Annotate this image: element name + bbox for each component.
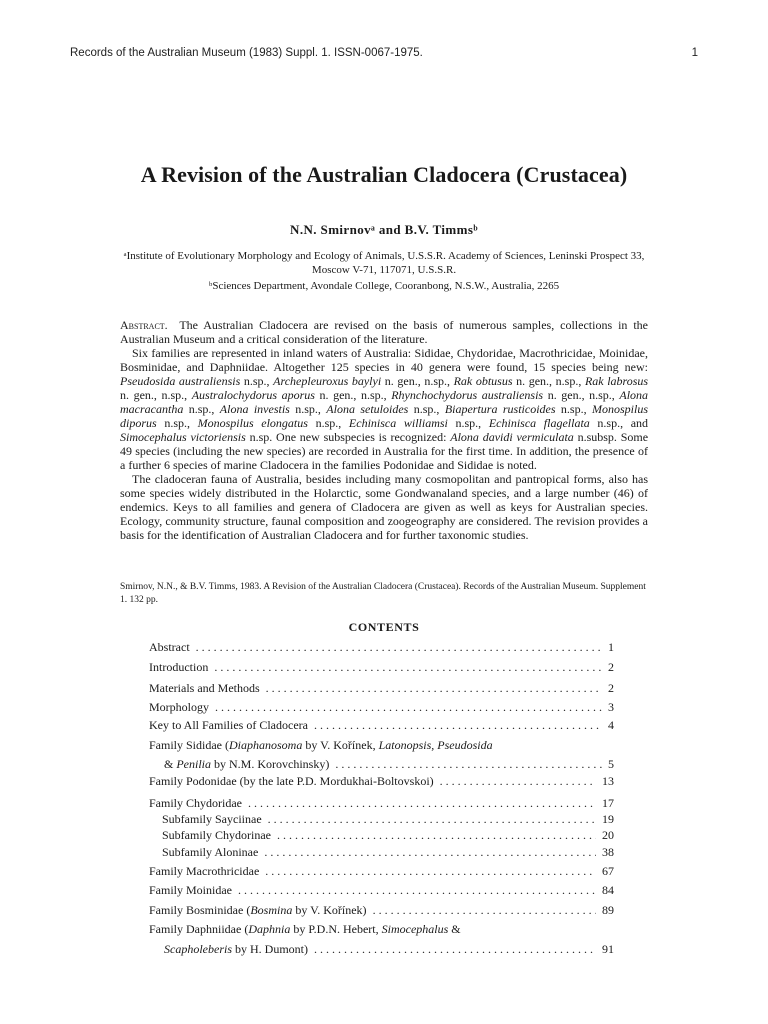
toc-entry	[149, 681, 614, 695]
toc-entry-label: Subfamily Aloninae	[162, 845, 259, 859]
toc-entry	[149, 922, 461, 936]
species-name: Archepleuroxus baylyi	[273, 374, 382, 388]
abstract-p1-text: The Australian Cladocera are revised on the basis of numerous samples, collections in the Australian Museum and a critical consideration of the literature.	[120, 318, 648, 346]
toc-leader-dots	[266, 681, 602, 695]
toc-entry-label: Family Podonidae (by the late P.D. Mordukhai-Boltovskoi)	[149, 774, 434, 788]
species-status: n.sp.,	[243, 374, 270, 388]
toc-entry-page: 2	[608, 660, 614, 674]
species-name: Alona macracantha	[120, 388, 649, 416]
toc-entry-page: 5	[608, 757, 614, 771]
species-status: n. gen., n.sp.,	[547, 388, 615, 402]
toc-leader-dots	[196, 640, 602, 654]
contents-heading: CONTENTS	[348, 620, 420, 634]
species-name: Rak labrosus	[584, 374, 649, 388]
toc-entry-label: Family Moinidae	[149, 883, 232, 897]
toc-leader-dots	[314, 718, 602, 732]
species-status: n. gen., n.sp.,	[319, 388, 387, 402]
affiliation-a: ᵃInstitute of Evolutionary Morphology and Ecology of Animals, U.S.S.R. Academy of Sciences, Leninski Prospect 33, Moscow V-71, 117071, U.S.S.R.	[123, 250, 645, 276]
toc-entry-label: Scapholeberis by H. Dumont)	[164, 942, 308, 956]
species-status: n. gen., n.sp.,	[516, 374, 582, 388]
species-status: n. gen., n.sp.,	[384, 374, 450, 388]
species-status: n.sp.,	[413, 402, 440, 416]
toc-entry-label: Introduction	[149, 660, 209, 674]
toc-entry-label: Family Macrothricidae	[149, 864, 260, 878]
toc-entry-label: Abstract	[149, 640, 190, 654]
toc-leader-dots	[373, 903, 596, 917]
toc-entry-label: Subfamily Chydorinae	[162, 828, 271, 842]
species-status: n.sp.,	[455, 416, 482, 430]
toc-leader-dots	[277, 828, 596, 842]
abstract-paragraph-2	[120, 346, 648, 472]
author-line: N.N. Smirnovᵃ and B.V. Timmsᵇ	[290, 222, 478, 237]
species-status: n.sp.,	[560, 402, 587, 416]
species-status: n.sp.,	[188, 402, 215, 416]
toc-leader-dots	[440, 774, 596, 788]
toc-entry-label: Family Daphniidae (Daphnia by P.D.N. Hebert, Simocephalus &	[149, 922, 461, 936]
toc-entry-page: 13	[602, 774, 614, 788]
abstract-paragraph-3: The cladoceran fauna of Australia, besides including many cosmopolitan and pantropical forms, also has some species widely distributed in the Holarctic, some Gondwanaland species, and a large number (46) of endemics. Keys to all families and genera of Cladocera are given as well as keys for Australian species. Ecology, community structure, faunal composition and zoogeography are considered. The revision provides a basis for the identification of Australian Cladocera and for further taxonomic studies.	[120, 472, 648, 542]
species-name: Alona setuloides	[326, 402, 409, 416]
species-name: Monospilus elongatus	[197, 416, 308, 430]
toc-entry	[162, 812, 614, 826]
paper-title: A Revision of the Australian Cladocera (Crustacea)	[140, 162, 628, 187]
species-status: n.sp.,	[164, 416, 190, 430]
toc-leader-dots	[335, 757, 602, 771]
journal-line: Records of the Australian Museum (1983) Suppl. 1. ISSN-0067-1975.	[70, 47, 423, 59]
citation: Smirnov, N.N., & B.V. Timms, 1983. A Revision of the Australian Cladocera (Crustacea). Records of the Australian Museum. Supplement 1. 132 pp.	[120, 582, 646, 605]
toc-entry	[149, 718, 614, 732]
toc-entry-page: 38	[602, 845, 614, 859]
toc-entry	[149, 774, 614, 788]
toc-entry-page: 89	[602, 903, 614, 917]
species-status: n.sp.	[249, 430, 273, 444]
toc-leader-dots	[248, 796, 596, 810]
toc-entry	[149, 903, 614, 917]
species-name: Pseudosida australiensis	[120, 374, 241, 388]
species-name: Biapertura rusticoides	[444, 402, 556, 416]
species-name: Simocephalus victoriensis	[120, 430, 246, 444]
toc-entry	[149, 864, 614, 878]
species-name: Alona investis	[219, 402, 290, 416]
toc-entry-label: Subfamily Sayciinae	[162, 812, 262, 826]
toc-entry-page: 1	[608, 640, 614, 654]
toc-leader-dots	[238, 883, 596, 897]
toc-entry-page: 67	[602, 864, 614, 878]
abstract-paragraph-1	[120, 318, 648, 346]
toc-entry-page: 84	[602, 883, 614, 897]
toc-entry-label: Family Bosminidae (Bosmina by V. Kořínek)	[149, 903, 367, 917]
toc-leader-dots	[215, 700, 602, 714]
toc-leader-dots	[314, 942, 596, 956]
species-status: n.sp.,	[295, 402, 321, 416]
toc-entry	[149, 883, 614, 897]
species-status: n. gen., n.sp.,	[120, 388, 188, 402]
toc-entry-label: Family Sididae (Diaphanosoma by V. Kořínek, Latonopsis, Pseudosida	[149, 738, 493, 752]
toc-entry	[164, 942, 614, 956]
toc-leader-dots	[214, 660, 602, 674]
species-status: n.sp.,	[315, 416, 342, 430]
toc-entry	[149, 738, 493, 752]
toc-entry-page: 3	[608, 700, 614, 714]
toc-entry	[149, 796, 614, 810]
toc-entry-page: 20	[602, 828, 614, 842]
abstract-p2-tail: n.subsp. Some 49 species (including the new species) are recorded in Australia for the first time. In addition, the presence of a further 6 species of marine Cladocera in the families Podonidae and Sididae is noted.	[120, 430, 649, 472]
toc-entry	[149, 640, 614, 654]
species-name: Australochydorus aporus	[191, 388, 315, 402]
running-head	[70, 47, 698, 59]
toc-entry-label: & Penilia by N.M. Korovchinsky)	[164, 757, 330, 771]
toc-leader-dots	[264, 845, 596, 859]
toc-entry	[149, 700, 614, 714]
toc-entry	[149, 660, 614, 674]
species-name: Rhynchochydorus australiensis	[391, 388, 544, 402]
abstract-label: Abstract.	[120, 318, 168, 332]
toc-entry-page: 2	[608, 681, 614, 695]
toc-entry	[162, 845, 614, 859]
affiliation-b: ᵇSciences Department, Avondale College, Cooranbong, N.S.W., Australia, 2265	[208, 280, 560, 292]
page-number: 1	[691, 47, 698, 59]
toc-entry-label: Materials and Methods	[149, 681, 260, 695]
abstract-p2-subsp-lead: One new subspecies is recognized:	[276, 430, 447, 444]
species-status: n.sp., and	[597, 416, 649, 430]
species-name: Rak obtusus	[453, 374, 513, 388]
toc-entry-label: Morphology	[149, 700, 209, 714]
toc-leader-dots	[265, 864, 596, 878]
toc-entry-page: 19	[602, 812, 614, 826]
toc-entry-label: Family Chydoridae	[149, 796, 242, 810]
abstract	[120, 318, 648, 542]
species-name: Monospilus diporus	[120, 402, 648, 430]
toc-entry	[164, 757, 614, 771]
species-name: Echinisca flagellata	[488, 416, 590, 430]
toc-entry-page: 4	[608, 718, 614, 732]
new-subspecies-name: Alona davidi vermiculata	[450, 430, 574, 444]
toc-entry-label: Key to All Families of Cladocera	[149, 718, 308, 732]
toc-leader-dots	[268, 812, 596, 826]
toc-entry	[162, 828, 614, 842]
species-name: Echinisca williamsi	[348, 416, 448, 430]
abstract-p2-intro: Six families are represented in inland waters of Australia: Sididae, Chydoridae, Macrothricidae, Moinidae, Bosminidae, and Daphniidae. Altogether 125 species in 40 genera were found, 15 species being new:	[120, 346, 648, 374]
toc-entry-page: 17	[602, 796, 614, 810]
toc-entry-page: 91	[602, 942, 614, 956]
